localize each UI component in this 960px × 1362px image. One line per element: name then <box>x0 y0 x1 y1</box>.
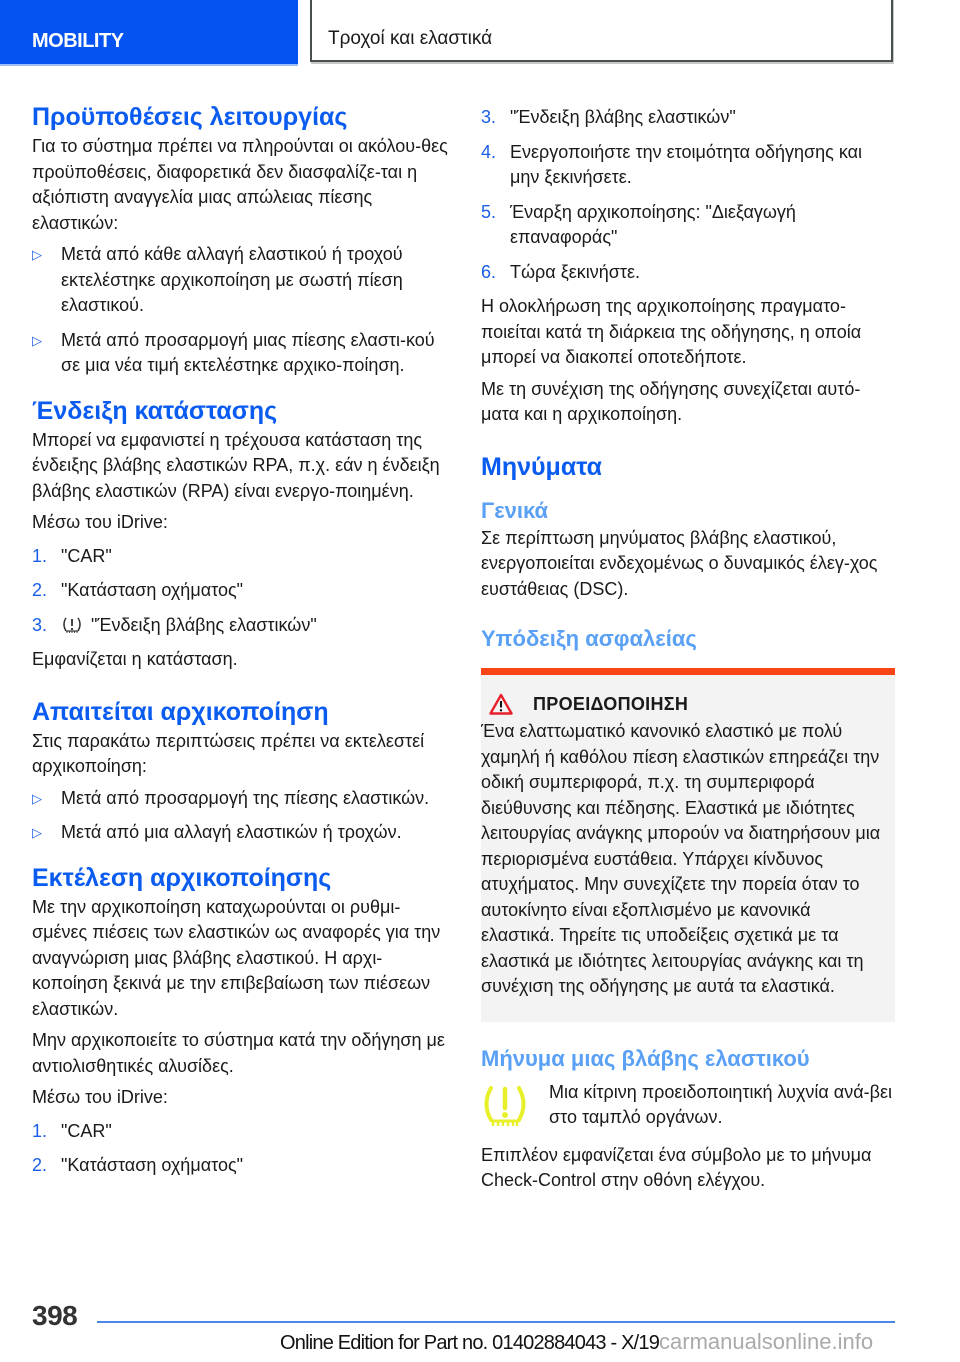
triangle-bullet-icon: ▷ <box>32 332 42 348</box>
warning-label: ΠΡΟΕΙΔΟΠΟΙΗΣΗ <box>533 693 689 714</box>
heading-operating-requirements: Προϋποθέσεις λειτουργίας <box>32 103 348 131</box>
heading-status-display: Ένδειξη κατάστασης <box>32 396 278 425</box>
paragraph: Μπορεί να εμφανιστεί η τρέχουσα κατάσταση της ένδειξης βλάβης ελαστικών RPA, π.χ. εάν η ένδειξη βλάβης ελαστικών (RPA) είναι ενεργο-ποιημένη. <box>32 429 440 501</box>
warning-box <box>481 668 895 1022</box>
list-item: ▷ Μετά από προσαρμογή της πίεσης ελαστικών. <box>32 786 452 812</box>
right-column <box>481 105 895 1194</box>
subheading-general: Γενικά <box>481 497 549 523</box>
paragraph: Μέσω του iDrive: <box>32 1087 168 1107</box>
list-item: 1. "CAR" <box>32 545 112 566</box>
left-column <box>32 100 452 1188</box>
header-section-tab <box>0 0 298 64</box>
list-item: ▷ Μετά από κάθε αλλαγή ελαστικού ή τροχού εκτελέστηκε αρχικοποίηση με σωστή πίεση ελαστικού. <box>32 244 403 315</box>
list-item: 5. Έναρξη αρχικοποίησης: "Διεξαγωγή επαναφοράς" <box>481 201 796 247</box>
list-item: 1. "CAR" <box>32 1120 112 1141</box>
paragraph: Επιπλέον εμφανίζεται ένα σύμβολο με το μήνυμα Check-Control στην οθόνη ελέγχου. <box>481 1144 872 1190</box>
heading-reset-required: Απαιτείται αρχικοποίηση <box>32 697 329 726</box>
paragraph: Μια κίτρινη προειδοποιητική λυχνία ανά-βει στο ταμπλό οργάνων. <box>549 1081 892 1127</box>
paragraph: Για το σύστημα πρέπει να πληρούνται οι ακόλου-θες προϋποθέσεις, διαφορετικά δεν διασφαλίζε-ται η αξιόπιστη αναγγελία μιας απώλειας πίεσης ελαστικών: <box>32 136 448 233</box>
paragraph: Εμφανίζεται η κατάσταση. <box>32 649 238 669</box>
list-item: 4. Ενεργοποιήστε την ετοιμότητα οδήγησης και μην ξεκινήσετε. <box>481 141 863 187</box>
section-label: MOBILITY <box>32 30 124 52</box>
bullet-list <box>32 786 452 846</box>
warning-triangle-icon <box>489 693 513 715</box>
watermark[interactable]: carmanualsonline.info <box>659 1329 874 1354</box>
paragraph: Με τη συνέχιση της οδήγησης συνεχίζεται αυτό-ματα και η αρχικοποίηση. <box>481 378 861 424</box>
steps-list-continued <box>481 105 895 285</box>
paragraph: Η ολοκλήρωση της αρχικοποίησης πραγματο-ποιείται κατά τη διάρκεια της οδήγησης, η οποία μπορεί να διακοπεί οποτεδήποτε. <box>481 296 862 367</box>
triangle-bullet-icon: ▷ <box>32 790 42 806</box>
steps-list <box>32 544 452 639</box>
subheading-safety-note: Υπόδειξη ασφαλείας <box>481 626 697 651</box>
heading-messages: Μηνύματα <box>481 452 603 481</box>
paragraph: Με την αρχικοποίηση καταχωρούνται οι ρυθμι-σμένες πιέσεις των ελαστικών ως αναφορές για την αναγνώριση μιας βλάβης ελαστικού. Η αρχι-κοποίηση ξεκινά με την επιβεβαίωση των πιέσεων ελαστικών. <box>32 896 441 1019</box>
tpms-warning-light-icon <box>481 1084 529 1128</box>
list-item: 6. Τώρα ξεκινήστε. <box>481 261 641 282</box>
bullet-list <box>32 242 452 379</box>
list-item: ▷ Μετά από προσαρμογή μιας πίεσης ελαστι-κού σε μια νέα τιμή εκτελέστηκε αρχικο-ποίηση. <box>32 329 435 375</box>
list-item: 3. "Ένδειξη βλάβης ελαστικών" <box>481 107 736 127</box>
paragraph: Μέσω του iDrive: <box>32 512 168 532</box>
heading-perform-reset: Εκτέλεση αρχικοποίησης <box>32 863 332 892</box>
triangle-bullet-icon: ▷ <box>32 825 42 840</box>
tpms-icon <box>61 616 83 634</box>
steps-list <box>32 1119 452 1179</box>
footer-divider <box>97 1321 895 1323</box>
paragraph: Σε περίπτωση μηνύματος βλάβης ελαστικού, ενεργοποιείται ενδεχομένως ο δυναμικός έλεγ-χος ευστάθειας (DSC). <box>481 527 878 599</box>
list-item: 2. "Κατάσταση οχήματος" <box>32 580 244 600</box>
paragraph: Στις παρακάτω περιπτώσεις πρέπει να εκτελεστεί αρχικοποίηση: <box>32 730 425 776</box>
triangle-bullet-icon: ▷ <box>32 247 42 262</box>
subheading-tire-fault-message: Μήνυμα μιας βλάβης ελαστικού <box>481 1045 810 1071</box>
page-number: 398 <box>32 1300 78 1331</box>
header-chapter-box <box>310 0 893 62</box>
chapter-title: Τροχοί και ελαστικά <box>328 28 493 49</box>
warning-text: Ένα ελαττωματικό κανονικό ελαστικό με πολύ χαμηλή ή καθόλου πίεση ελαστικών επηρεάζει την οδική συμπεριφορά, π.χ. τη συμπεριφορά διεύθυνσης και πέδησης. Ελαστικά με ιδιότητες λειτουργίας ανάγκης μπορούν να διατηρήσουν μια περιορισμένα ευστάθεια. Υπάρχει κίνδυνος ατυχήματος. Μην συνεχίζετε την πορεία όταν το αυτοκίνητο είναι εξοπλισμένο με κανονικά ελαστικά. Τηρείτε τις υποδείξεις σχετικά με τα ελαστικά με ιδιότητες λειτουργίας ανάγκης και τη συνέχιση της οδήγησης με αυτά τα ελαστικά. <box>481 721 881 996</box>
list-item: 3. "Ένδειξη βλάβης ελαστικών" <box>32 614 317 635</box>
paragraph: Μην αρχικοποιείτε το σύστημα κατά την οδήγηση με αντιολισθητικές αλυσίδες. <box>32 1030 445 1076</box>
list-item: ▷ Μετά από μια αλλαγή ελαστικών ή τροχών. <box>32 820 452 846</box>
footer-edition: Online Edition for Part no. 01402884043 - X/19carmanualsonline.info <box>280 1329 874 1354</box>
list-item: 2. "Κατάσταση οχήματος" <box>32 1155 244 1175</box>
